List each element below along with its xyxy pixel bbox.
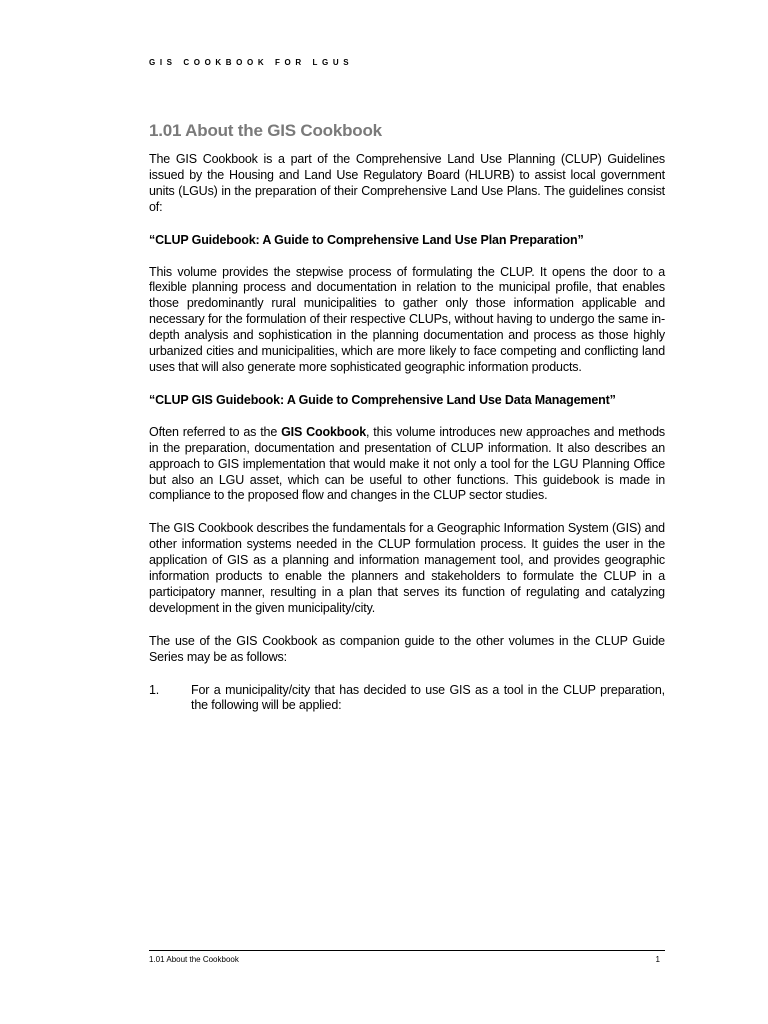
volume2-description — [149, 425, 665, 505]
page-content — [149, 120, 665, 714]
fundamentals-paragraph: The GIS Cookbook describes the fundamentals for a Geographic Information System (GIS) and other information systems needed in the CLUP formulation process. It guides the user in the application of GIS as a planning and information management tool, and provides geographic information products to enable the planners and stakeholders to formulate the CLUP in a participatory manner, resulting in a plan that serves its function of regulating and catalyzing development in the given municipality/city. — [149, 521, 665, 615]
section-title: 1.01 About the GIS Cookbook — [149, 121, 382, 140]
list-item — [149, 683, 665, 715]
running-header: GIS COOKBOOK FOR LGUS — [149, 58, 354, 67]
footer-page-number: 1 — [655, 955, 660, 964]
volume1-description: This volume provides the stepwise process of formulating the CLUP. It opens the door to a flexible planning process and documentation in relation to the municipal profile, that enables those predominantly rural municipalities to gather only those information applicable and necessary for the formulation of their respective CLUPs, without having to undergo the same in-depth analysis and sophistication in the planning documentation and process as those highly urbanized cities and municipalities, which are more likely to face competing and conflicting land uses that will also generate more sophisticated geographic information products. — [149, 264, 665, 374]
companion-paragraph: The use of the GIS Cookbook as companion guide to the other volumes in the CLUP Guide Series may be as follows: — [149, 633, 665, 664]
volume2-desc-post: , this volume introduces new approaches and methods in the preparation, documentation and presentation of CLUP information. It also describes an approach to GIS implementation that would make it not only a tool for the LGU Planning Office but also an LGU asset, which can be useful to other functions. This guidebook is made in compliance to the proposed flow and changes in the CLUP sector studies. — [149, 424, 665, 503]
volume2-title: “CLUP GIS Guidebook: A Guide to Comprehensive Land Use Data Management” — [149, 392, 616, 407]
gis-cookbook-emphasis: GIS Cookbook — [281, 424, 367, 439]
footer-divider — [149, 950, 665, 951]
footer-section-label: 1.01 About the Cookbook — [149, 955, 239, 964]
intro-paragraph: The GIS Cookbook is a part of the Comprehensive Land Use Planning (CLUP) Guidelines issued by the Housing and Land Use Regulatory Board (HLURB) to assist local government units (LGUs) in the preparation of their Comprehensive Land Use Plans. The guidelines consist of: — [149, 152, 665, 214]
volume1-title: “CLUP Guidebook: A Guide to Comprehensive Land Use Plan Preparation” — [149, 232, 584, 247]
list-item-number: 1. — [149, 682, 160, 697]
list-item-text: For a municipality/city that has decided to use GIS as a tool in the CLUP preparation, the following will be applied: — [191, 682, 665, 713]
volume2-desc-pre: Often referred to as the — [149, 424, 282, 439]
